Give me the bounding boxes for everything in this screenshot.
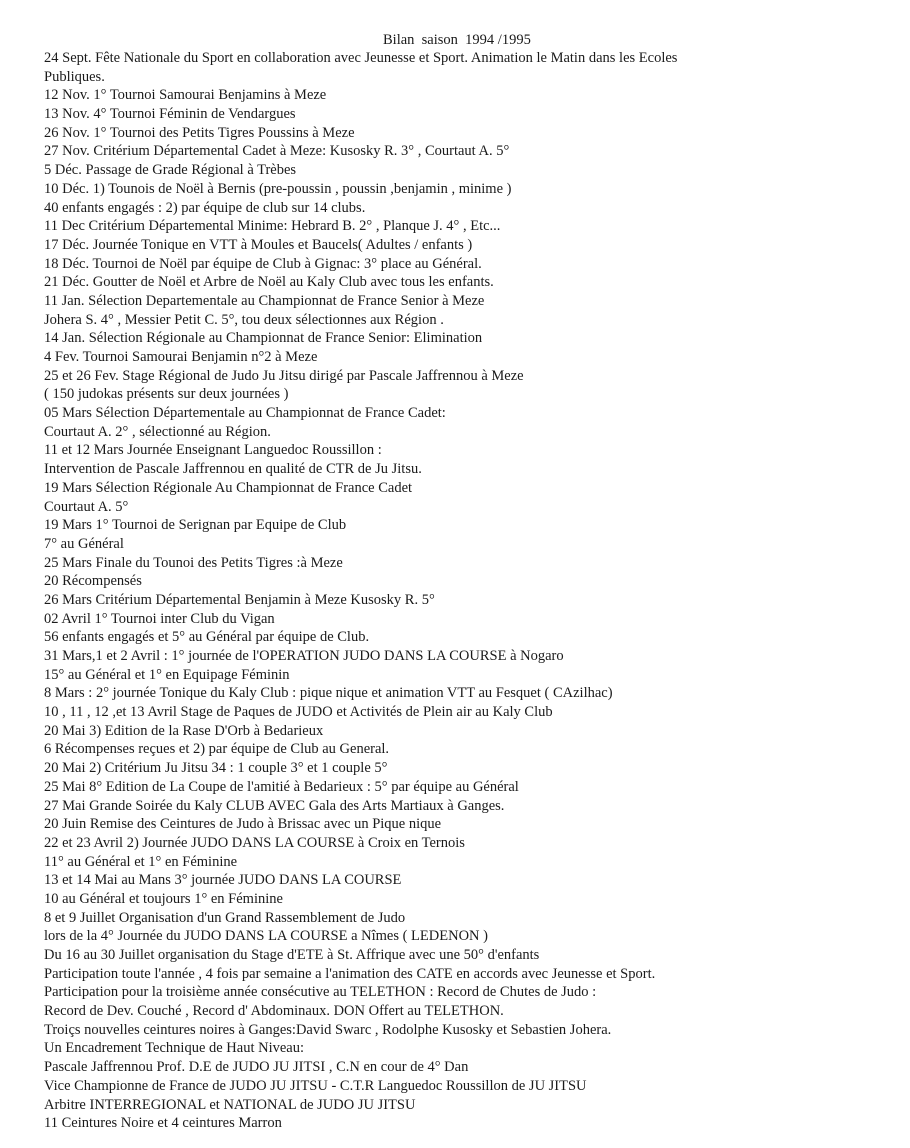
document-line: 10 , 11 , 12 ,et 13 Avril Stage de Paques de JUDO et Activités de Plein air au Kaly Club (44, 704, 553, 721)
document-body (44, 49, 904, 1133)
document-line: 26 Nov. 1° Tournoi des Petits Tigres Poussins à Meze (44, 124, 355, 141)
document-line: 25 Mars Finale du Tounoi des Petits Tigres :à Meze (44, 554, 343, 571)
document-line: Record de Dev. Couché , Record d' Abdominaux. DON Offert au TELETHON. (44, 1003, 504, 1020)
document-line: 21 Déc. Goutter de Noël et Arbre de Noël au Kaly Club avec tous les enfants. (44, 274, 494, 291)
document-line: Intervention de Pascale Jaffrennou en qualité de CTR de Ju Jitsu. (44, 461, 422, 478)
document-line: Du 16 au 30 Juillet organisation du Stage d'ETE à St. Affrique avec une 50° d'enfants (44, 947, 540, 963)
document-line: Courtaut A. 5° (44, 498, 129, 515)
document-line: 13 et 14 Mai au Mans 3° journée JUDO DANS LA COURSE (44, 872, 402, 889)
document-line: 11 Ceintures Noire et 4 ceintures Marron (44, 1115, 282, 1132)
document-line: 22 et 23 Avril 2) Journée JUDO DANS LA COURSE à Croix en Ternois (44, 834, 465, 851)
document-line: Arbitre INTERREGIONAL et NATIONAL de JUDO JU JITSU (44, 1096, 416, 1113)
document-line: 6 Récompenses reçues et 2) par équipe de Club au General. (44, 741, 390, 758)
document-line: 05 Mars Sélection Départementale au Championnat de France Cadet: (44, 405, 446, 422)
document-line: 19 Mars 1° Tournoi de Serignan par Equipe de Club (44, 517, 347, 534)
document-line: 15° au Général et 1° en Equipage Féminin (44, 666, 290, 683)
document-line: 27 Mai Grande Soirée du Kaly CLUB AVEC Gala des Arts Martiaux à Ganges. (44, 797, 505, 814)
document-line: 56 enfants engagés et 5° au Général par équipe de Club. (44, 629, 370, 646)
document-line: 12 Nov. 1° Tournoi Samourai Benjamins à Meze (44, 87, 327, 104)
document-line: 20 Mai 3) Edition de la Rase D'Orb à Bedarieux (44, 722, 324, 739)
document-line: 19 Mars Sélection Régionale Au Championnat de France Cadet (44, 479, 413, 496)
document-line: Vice Championne de France de JUDO JU JITSU - C.T.R Languedoc Roussillon de JU JITSU (44, 1077, 587, 1094)
document-line: Un Encadrement Technique de Haut Niveau: (44, 1040, 305, 1057)
document-line: 31 Mars,1 et 2 Avril : 1° journée de l'OPERATION JUDO DANS LA COURSE à Nogaro (44, 648, 564, 664)
document-line: 20 Mai 2) Critérium Ju Jitsu 34 : 1 couple 3° et 1 couple 5° (44, 760, 388, 777)
document-line: 26 Mars Critérium Départemental Benjamin à Meze Kusosky R. 5° (44, 591, 435, 608)
document-line: 11 Jan. Sélection Departementale au Championnat de France Senior à Meze (44, 292, 485, 309)
document-line: 24 Sept. Fête Nationale du Sport en collaboration avec Jeunesse et Sport. Animation le Matin dans les Ecoles (44, 50, 678, 66)
document-line: Publiques. (44, 68, 105, 85)
document-line: 13 Nov. 4° Tournoi Féminin de Vendargues (44, 106, 296, 123)
document-line: 18 Déc. Tournoi de Noël par équipe de Club à Gignac: 3° place au Général. (44, 255, 482, 272)
document-title: Bilan saison 1994 /1995 (383, 32, 531, 48)
document-line: 8 et 9 Juillet Organisation d'un Grand Rassemblement de Judo (44, 909, 406, 926)
document-line: ( 150 judokas présents sur deux journées ) (44, 386, 289, 403)
document-line: 25 et 26 Fev. Stage Régional de Judo Ju Jitsu dirigé par Pascale Jaffrennou à Meze (44, 367, 524, 384)
document-line: 11° au Général et 1° en Féminine (44, 853, 238, 870)
document-line: Participation toute l'année , 4 fois par semaine a l'animation des CATE en accords avec Jeunesse et Sport. (44, 965, 656, 982)
document-line: 27 Nov. Critérium Départemental Cadet à Meze: Kusosky R. 3° , Courtaut A. 5° (44, 143, 510, 160)
document-line: Johera S. 4° , Messier Petit C. 5°, tou deux sélectionnes aux Région . (44, 311, 444, 328)
document-line: 11 Dec Critérium Départemental Minime: Hebrard B. 2° , Planque J. 4° , Etc... (44, 218, 501, 235)
document-line: Courtaut A. 2° , sélectionné au Région. (44, 423, 271, 440)
document-line: 8 Mars : 2° journée Tonique du Kaly Club : pique nique et animation VTT au Fesquet ( CAzilhac) (44, 685, 613, 702)
document-line: 20 Récompensés (44, 573, 142, 590)
document-line: Pascale Jaffrennou Prof. D.E de JUDO JU JITSI , C.N en cour de 4° Dan (44, 1059, 469, 1076)
document-line: 5 Déc. Passage de Grade Régional à Trèbes (44, 162, 297, 179)
document-line: 4 Fev. Tournoi Samourai Benjamin n°2 à Meze (44, 349, 318, 365)
document-line: 17 Déc. Journée Tonique en VTT à Moules et Baucels( Adultes / enfants ) (44, 236, 473, 253)
document-line: 14 Jan. Sélection Régionale au Championnat de France Senior: Elimination (44, 330, 483, 347)
document-line: 7° au Général (44, 535, 124, 552)
document-line: 25 Mai 8° Edition de La Coupe de l'amitié à Bedarieux : 5° par équipe au Général (44, 778, 519, 795)
document-line: 10 au Général et toujours 1° en Féminine (44, 890, 283, 907)
document-line: 02 Avril 1° Tournoi inter Club du Vigan (44, 610, 275, 627)
document-line: 40 enfants engagés : 2) par équipe de club sur 14 clubs. (44, 199, 366, 216)
document-line: Troiçs nouvelles ceintures noires à Ganges:David Swarc , Rodolphe Kusosky et Sebastien Johera. (44, 1021, 612, 1038)
document-line: lors de la 4° Journée du JUDO DANS LA COURSE a Nîmes ( LEDENON ) (44, 928, 488, 945)
document-line: 11 et 12 Mars Journée Enseignant Languedoc Roussillon : (44, 442, 382, 459)
document-line: Participation pour la troisième année consécutive au TELETHON : Record de Chutes de Judo : (44, 984, 597, 1001)
document-line: 20 Juin Remise des Ceintures de Judo à Brissac avec un Pique nique (44, 816, 442, 833)
document-line: 10 Déc. 1) Tounois de Noël à Bernis (pre-poussin , poussin ,benjamin , minime ) (44, 180, 512, 197)
